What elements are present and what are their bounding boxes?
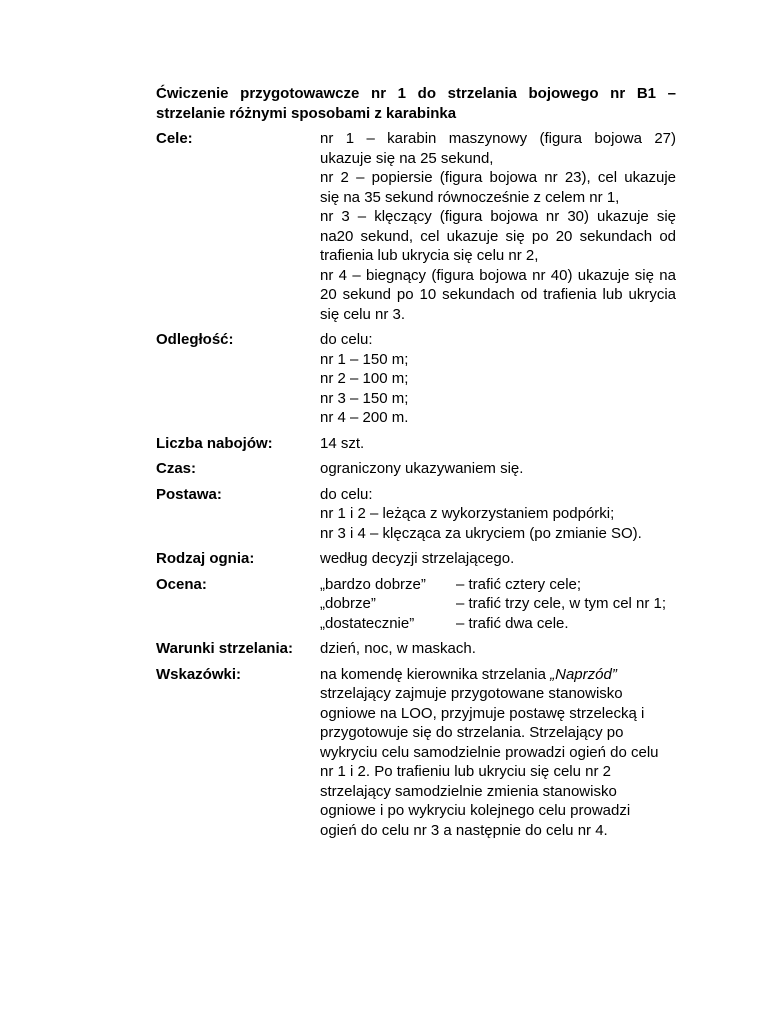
- section-odleglosc: [156, 330, 676, 428]
- cele-line: się celu nr 3.: [320, 305, 406, 323]
- grade-desc: – trafić cztery cele;: [456, 575, 582, 593]
- grade-name: „dostatecznie”: [320, 614, 415, 632]
- value-ogien: według decyzji strzelającego.: [320, 550, 515, 567]
- grade-row: [320, 575, 676, 595]
- label-ogien: Rodzaj ognia:: [156, 550, 255, 567]
- value-ocena: [320, 575, 676, 634]
- section-czas: [156, 459, 676, 479]
- grade-desc: – trafić dwa cele.: [456, 614, 569, 632]
- grade-name: „dobrze”: [320, 595, 376, 612]
- value-odleglosc: [320, 330, 676, 428]
- wskazowki-command: „Naprzód”: [550, 665, 617, 683]
- postawa-line: nr 1 i 2 – leżąca z wykorzystaniem podpórki;: [320, 505, 615, 522]
- odleglosc-line: nr 4 – 200 m.: [320, 409, 409, 426]
- odleglosc-line: nr 3 – 150 m;: [320, 389, 409, 407]
- title-line-1: Ćwiczenie przygotowawcze nr 1 do strzelania bojowego nr B1 –: [156, 85, 676, 102]
- cele-line: się na 35 sekund równocześnie z celem nr 1,: [320, 188, 620, 206]
- grade-name: „bardzo dobrze”: [320, 575, 426, 593]
- document-title: [156, 84, 676, 123]
- cele-line: nr 1 – karabin maszynowy (figura bojowa 27): [320, 130, 676, 147]
- cele-line: 20 sekund po 10 sekundach od trafienia lub ukrycia: [320, 286, 676, 303]
- odleglosc-line: nr 1 – 150 m;: [320, 350, 409, 368]
- document-page: [156, 84, 676, 846]
- odleglosc-line: nr 2 – 100 m;: [320, 370, 409, 387]
- label-warunki: Warunki strzelania:: [156, 640, 293, 657]
- label-postawa: Postawa:: [156, 485, 222, 503]
- label-odleglosc: Odległość:: [156, 331, 234, 348]
- wskazowki-line: strzelający zajmuje przygotowane stanowisko: [320, 685, 623, 702]
- section-wskazowki: [156, 665, 676, 841]
- label-naboje: Liczba nabojów:: [156, 434, 273, 452]
- value-cele: [320, 129, 676, 324]
- wskazowki-line: wykryciu celu samodzielnie prowadzi ogień do celu: [320, 743, 659, 761]
- wskazowki-line: nr 1 i 2. Po trafieniu lub ukryciu się celu nr 2: [320, 763, 611, 780]
- label-ocena: Ocena:: [156, 575, 207, 593]
- wskazowki-prefix: na komendę kierownika strzelania: [320, 665, 551, 683]
- grade-row: [320, 614, 676, 634]
- wskazowki-line: przygotowuje się do strzelania. Strzelający po: [320, 724, 624, 741]
- cele-line: nr 4 – biegnący (figura bojowa nr 40) ukazuje się na: [320, 266, 676, 284]
- wskazowki-line: [320, 665, 676, 685]
- value-czas: ograniczony ukazywaniem się.: [320, 460, 524, 477]
- value-warunki: dzień, noc, w maskach.: [320, 640, 476, 657]
- section-naboje: [156, 434, 676, 454]
- label-cele: Cele:: [156, 130, 193, 147]
- cele-line: ukazuje się na 25 sekund,: [320, 149, 494, 167]
- cele-line: nr 3 – klęczący (figura bojowa nr 30) ukazuje się: [320, 208, 676, 225]
- odleglosc-line: do celu:: [320, 331, 373, 348]
- section-ocena: [156, 575, 676, 634]
- value-postawa: [320, 485, 676, 544]
- label-czas: Czas:: [156, 460, 197, 477]
- wskazowki-line: ogień do celu nr 3 a następnie do celu nr 4.: [320, 821, 608, 839]
- section-cele: [156, 129, 676, 324]
- wskazowki-line: ogniowe na LOO, przyjmuje postawę strzelecką i: [320, 704, 645, 722]
- label-wskazowki: Wskazówki:: [156, 665, 242, 683]
- cele-line: trafienia lub ukrycia się celu nr 2,: [320, 247, 539, 264]
- cele-line: na20 sekund, cel ukazuje się po 20 sekundach od: [320, 227, 676, 245]
- title-line-2: strzelanie różnymi sposobami z karabinka: [156, 104, 457, 122]
- section-ogien: [156, 549, 676, 569]
- wskazowki-line: ogniowe i po wykryciu kolejnego celu prowadzi: [320, 802, 631, 819]
- section-warunki: [156, 639, 676, 659]
- grade-row: [320, 594, 676, 614]
- value-wskazowki: [320, 665, 676, 841]
- postawa-line: nr 3 i 4 – klęcząca za ukryciem (po zmianie SO).: [320, 524, 642, 542]
- section-postawa: [156, 485, 676, 544]
- cele-line: nr 2 – popiersie (figura bojowa nr 23), cel ukazuje: [320, 169, 676, 186]
- value-naboje: 14 szt.: [320, 434, 365, 452]
- postawa-line: do celu:: [320, 485, 373, 503]
- wskazowki-line: strzelający samodzielnie zmienia stanowisko: [320, 782, 617, 800]
- grade-desc: – trafić trzy cele, w tym cel nr 1;: [456, 595, 667, 612]
